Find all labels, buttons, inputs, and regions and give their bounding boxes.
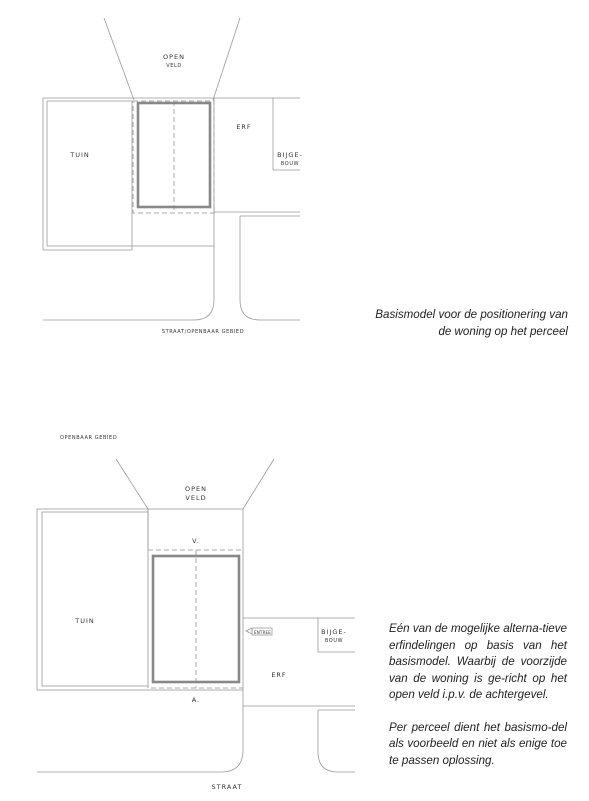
driveway-left-curve [43, 250, 214, 320]
driveway-right-curve [240, 216, 300, 320]
caption-basismodel [372, 307, 568, 340]
top-bijgebouw-line2: BOUW [280, 161, 300, 167]
plot-boundary-outer [37, 509, 243, 690]
bottom-site-plan [37, 435, 355, 791]
bottom-open-veld-line1: OPEN [184, 485, 208, 493]
voorzijde-marker: V. [192, 537, 200, 545]
entrance-label: ENTREE [254, 630, 271, 635]
entrance-arrow [246, 628, 252, 634]
top-straat-label: STRAAT/OPENBAAR GEBIED [161, 329, 245, 335]
bottom-openbaar-gebied-label: OPENBAAR GEBIED [60, 435, 118, 441]
top-open-veld-line1: OPEN [162, 53, 186, 61]
open-field-boundary-left [104, 18, 134, 100]
caption-alternatief-paragraph-2: Per perceel dient het basismo-del als voorbeeld en niet als enige toe te passen oplossing. [389, 720, 567, 767]
top-erf-label: ERF [236, 123, 252, 131]
open-field-boundary-right [213, 18, 240, 100]
driveway-right-curve [318, 710, 355, 772]
bottom-open-veld-line2: VELD [185, 494, 207, 502]
driveway-left-curve [37, 690, 243, 772]
caption-alternatief [389, 621, 567, 769]
top-open-veld-line2: VELD [166, 63, 182, 69]
caption-basismodel-text: Basismodel voor de positionering van de woning op het perceel [375, 308, 568, 338]
bottom-erf-label: ERF [271, 671, 287, 679]
caption-alternatief-paragraph-1: Eén van de mogelijke alterna-tieve erfindelingen op basis van het basismodel. Waarbij de voorzijde van de woning is ge-richt op het open veld i.p.v. de achtergevel. [389, 622, 567, 701]
bottom-bijgebouw-line2: BOUW [324, 638, 344, 644]
achterzijde-marker: A. [191, 696, 201, 704]
open-field-boundary-left [116, 459, 148, 509]
bottom-bijgebouw-line1: BIJGE- [321, 628, 347, 636]
bottom-tuin-label: TUIN [75, 617, 95, 625]
top-site-plan [43, 18, 303, 335]
top-bijgebouw-line1: BIJGE- [277, 151, 303, 159]
garden-boundary-inner [42, 512, 148, 686]
top-tuin-label: TUIN [70, 151, 90, 159]
open-field-boundary-right [243, 459, 274, 509]
bottom-straat-label: STRAAT [211, 783, 243, 791]
